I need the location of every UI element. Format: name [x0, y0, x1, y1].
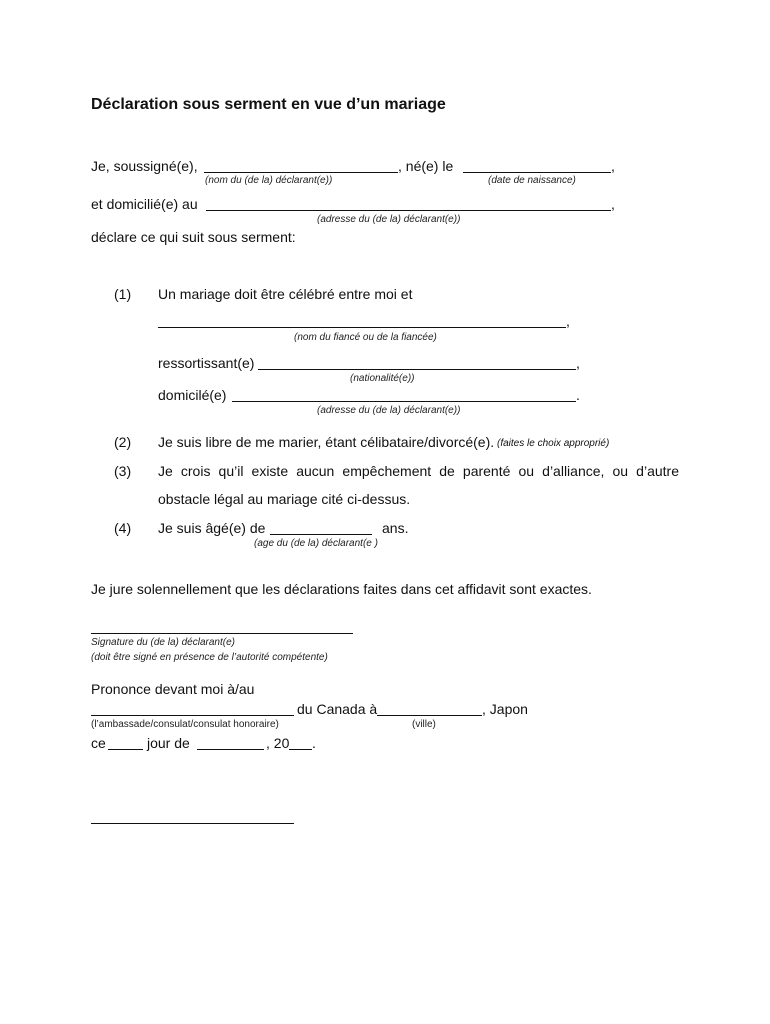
- comma: ,: [611, 158, 615, 174]
- item-1-number: (1): [114, 286, 132, 302]
- declarant-name-field[interactable]: [204, 172, 398, 173]
- ans-label: ans.: [382, 520, 409, 536]
- caption-age: (age du (de la) déclarant(e ): [254, 538, 378, 549]
- ce-label: ce: [91, 735, 106, 751]
- item-3-line-1: Je crois qu’il existe aucun empêchement de parenté ou d’alliance, ou d’autre: [158, 463, 679, 479]
- ressortissant-label: ressortissant(e): [158, 355, 255, 371]
- caption-ambassade: (l’ambassade/consulat/consulat honoraire): [91, 719, 279, 730]
- item-1-text: Un mariage doit être célébré entre moi et: [158, 286, 413, 302]
- item-2-note: (faites le choix approprié): [497, 438, 610, 449]
- comma: ,: [611, 196, 615, 212]
- caption-birth-date: (date de naissance): [488, 175, 576, 186]
- du-canada-label: du Canada à: [297, 701, 378, 717]
- page-title: Déclaration sous serment en vue d’un mariage: [91, 96, 446, 113]
- caption-fiance-name: (nom du fiancé ou de la fiancée): [294, 332, 437, 343]
- end-period: .: [312, 735, 316, 751]
- item-4-number: (4): [114, 520, 132, 536]
- year-field[interactable]: [289, 749, 312, 750]
- item-2-text: Je suis libre de me marier, étant célibataire/divorcé(e).: [158, 434, 495, 450]
- item-3-line-2: obstacle légal au mariage cité ci-dessus.: [158, 491, 411, 507]
- officer-signature-line[interactable]: [91, 823, 294, 824]
- caption-signature: Signature du (de la) déclarant(e): [91, 637, 235, 648]
- japon-label: , Japon: [482, 701, 528, 717]
- ville-field[interactable]: [377, 715, 482, 716]
- fiance-address-field[interactable]: [232, 401, 576, 402]
- declare-text: déclare ce qui suit sous serment:: [91, 229, 296, 245]
- je-soussigne-label: Je, soussigné(e),: [91, 158, 198, 174]
- day-field[interactable]: [108, 749, 143, 750]
- age-field[interactable]: [270, 534, 372, 535]
- domicilie-label: et domicilié(e) au: [91, 196, 198, 212]
- ambassade-field[interactable]: [91, 715, 294, 716]
- ne-le-label: , né(e) le: [398, 158, 454, 174]
- period: .: [576, 387, 580, 403]
- caption-fiance-address: (adresse du (de la) déclarant(e)): [317, 405, 461, 416]
- caption-ville: (ville): [412, 719, 436, 730]
- item-2-number: (2): [114, 434, 132, 450]
- comma: ,: [566, 313, 570, 329]
- signature-line[interactable]: [91, 633, 353, 634]
- caption-declarant-address: (adresse du (de la) déclarant(e)): [317, 214, 461, 225]
- item-3-number: (3): [114, 463, 132, 479]
- caption-nationality: (nationalité(e)): [350, 373, 415, 384]
- caption-signature-note: (doit être signé en présence de l’autorité compétente): [91, 652, 328, 663]
- jour-de-label: jour de: [147, 735, 190, 751]
- prononce-label: Prononce devant moi à/au: [91, 681, 255, 697]
- fiance-name-field[interactable]: [158, 327, 566, 328]
- nationality-field[interactable]: [258, 369, 576, 370]
- item-4-text: Je suis âgé(e) de: [158, 520, 266, 536]
- vingt-label: , 20: [266, 735, 290, 751]
- birth-date-field[interactable]: [463, 172, 611, 173]
- caption-declarant-name: (nom du (de la) déclarant(e)): [205, 175, 333, 186]
- declarant-address-field[interactable]: [206, 210, 611, 211]
- oath-text: Je jure solennellement que les déclarations faites dans cet affidavit sont exactes.: [91, 581, 592, 597]
- domicile-label: domicilé(e): [158, 387, 227, 403]
- comma: ,: [576, 355, 580, 371]
- month-field[interactable]: [197, 749, 264, 750]
